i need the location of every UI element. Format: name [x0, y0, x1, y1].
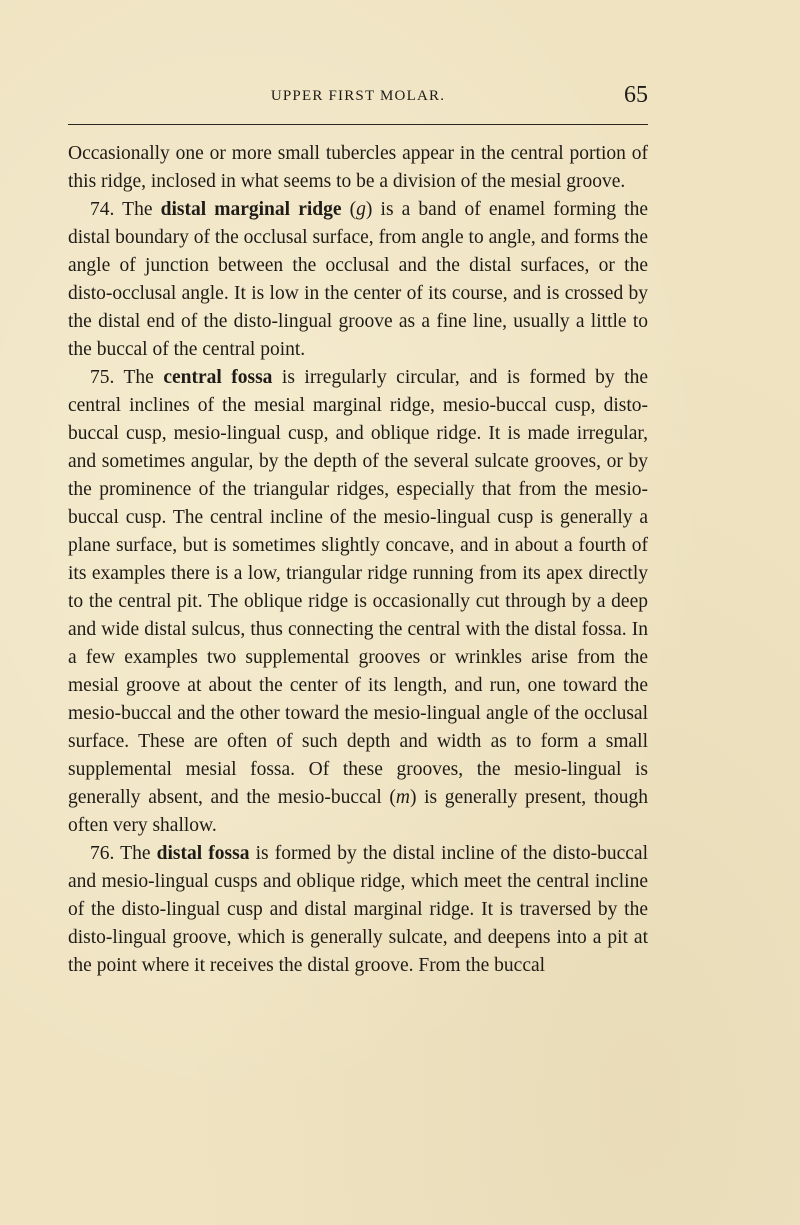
- page-number: 65: [624, 82, 648, 108]
- paragraph-74: [68, 196, 648, 364]
- figure-ref-open: (: [341, 199, 357, 220]
- paragraph-number: 74.: [90, 199, 115, 220]
- paragraph-text: Occasionally one or more small tubercles appear in the central portion of this ridge, inclosed in what seems to be a division of the mesial groove.: [68, 143, 648, 192]
- paragraph-text-after: ) is generally present, though often very shallow.: [68, 787, 648, 836]
- paragraph-continuation: [68, 140, 648, 196]
- figure-ref-close: ): [365, 199, 373, 220]
- paragraph-number: 75.: [90, 367, 115, 388]
- paragraph-text: is formed by the distal incline of the disto-buccal and mesio-lingual cusps and oblique ridge, which meet the central incline of the disto-lingual cusp and distal marginal ridge. It is traversed by the disto-lingual groove, which is generally sulcate, and deepens into a pit at the point where it receives the distal groove. From the buccal: [68, 843, 649, 976]
- paragraph-75: [68, 364, 648, 840]
- term-central-fossa: central fossa: [163, 367, 273, 388]
- header-rule: [68, 124, 648, 125]
- figure-ref-g: g: [356, 199, 366, 220]
- figure-ref-m: m: [395, 787, 410, 808]
- term-distal-marginal-ridge: distal marginal ridge: [160, 199, 342, 220]
- paragraph-lead: The: [123, 367, 154, 388]
- paragraph-lead: The: [122, 199, 153, 220]
- paragraph-number: 76.: [90, 843, 115, 864]
- page-header: [68, 82, 648, 122]
- body-text: [68, 140, 648, 980]
- term-distal-fossa: distal fossa: [156, 843, 250, 864]
- paragraph-text: is irregularly circular, and is formed by the central inclines of the mesial marginal ridge, mesio-buccal cusp, disto-buccal cusp, mesio-lingual cusp, and oblique ridge. It is made irregular, and sometimes angular, by the depth of the several sulcate grooves, or by the prominence of the triangular ridges, especially that from the mesio-buccal cusp. The central incline of the mesio-lingual cusp is generally a plane surface, but is sometimes slightly concave, and in about a fourth of its examples there is a low, triangular ridge running from its apex directly to the central pit. The oblique ridge is occasionally cut through by a deep and wide distal sulcus, thus connecting the central with the distal fossa. In a few examples two supplemental grooves or wrinkles arise from the mesial groove at about the center of its length, and run, one toward the mesio-buccal and the other toward the mesio-lingual angle of the occlusal surface. These are often of such depth and width as to form a small supplemental mesial fossa. Of these grooves, the mesio-lingual is generally absent, and the mesio-buccal (: [68, 367, 648, 808]
- paragraph-76: [68, 840, 648, 980]
- running-head: UPPER FIRST MOLAR.: [270, 88, 446, 104]
- paragraph-text: is a band of enamel forming the distal boundary of the occlusal surface, from angle to angle, and forms the angle of junction between the occlusal and the distal surfaces, or the disto-occlusal angle. It is low in the center of its course, and is crossed by the distal end of the disto-lingual groove as a fine line, usually a little to the buccal of the central point.: [68, 199, 649, 360]
- paragraph-lead: The: [120, 843, 151, 864]
